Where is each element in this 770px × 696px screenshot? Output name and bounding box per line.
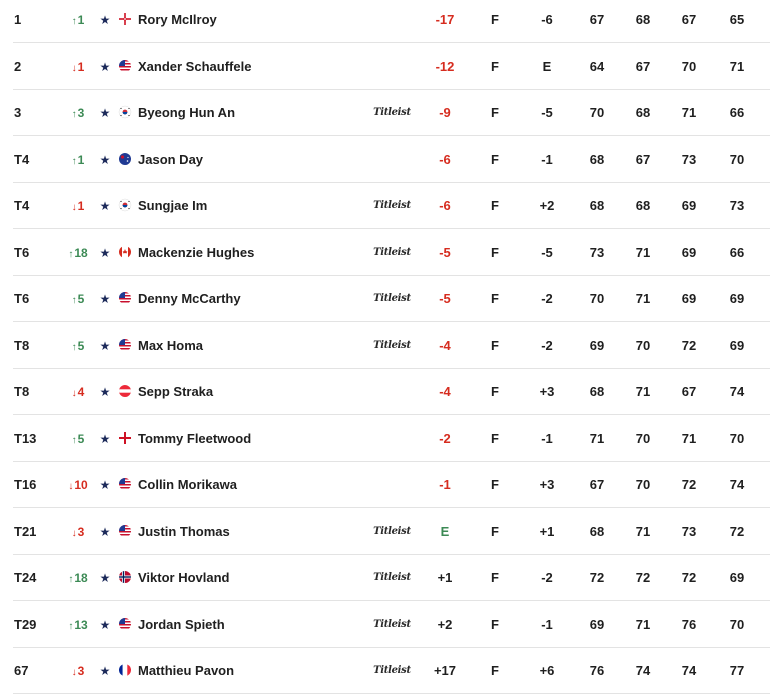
star-icon[interactable]: ★ (99, 478, 111, 492)
thru-cell: F (491, 523, 499, 539)
equipment-logo: Titleist (373, 200, 411, 211)
round-1-score: 73 (589, 244, 605, 260)
movement-value: 1 (77, 152, 85, 167)
thru-cell: F (491, 105, 499, 120)
thru-cell: F (491, 291, 499, 306)
star-icon[interactable]: ★ (99, 245, 111, 260)
movement-value: 5 (77, 292, 85, 306)
northern-ireland-flag (118, 12, 132, 26)
round-3-score: 73 (681, 151, 697, 167)
table-row[interactable] (0, 230, 770, 276)
position-cell: T8 (14, 384, 30, 399)
total-score: +1 (437, 570, 453, 585)
round-3-score: 71 (681, 105, 697, 120)
row-divider (13, 693, 770, 694)
usa-flag (118, 291, 132, 305)
thru-cell: F (491, 12, 499, 27)
round-3-score: 73 (681, 523, 697, 539)
round-1-score: 68 (589, 151, 605, 167)
france-flag (118, 663, 132, 677)
arrow-down-icon: ↓ (71, 527, 77, 539)
today-score: -2 (541, 291, 553, 306)
round-4-score: 70 (729, 151, 745, 167)
thru-cell: F (491, 477, 499, 492)
round-2-score: 72 (635, 570, 651, 585)
star-icon[interactable]: ★ (99, 385, 111, 399)
movement-value: 3 (77, 664, 85, 678)
movement-value: 1 (77, 13, 85, 27)
round-2-score: 70 (635, 430, 651, 446)
table-row[interactable] (0, 416, 770, 462)
player-name[interactable]: Viktor Hovland (138, 570, 230, 585)
round-4-score: 70 (729, 430, 745, 446)
position-movement (58, 0, 98, 43)
arrow-up-icon: ↑ (71, 109, 77, 120)
position-movement (58, 462, 98, 508)
total-score: +17 (433, 663, 457, 678)
position-movement (58, 555, 98, 601)
table-row[interactable] (0, 44, 770, 90)
position-cell: T24 (14, 570, 37, 585)
movement-value: 3 (77, 106, 85, 120)
round-4-score: 66 (729, 105, 745, 120)
player-name[interactable]: Xander Schauffele (138, 58, 252, 74)
total-score: E (440, 523, 450, 539)
table-row[interactable] (0, 323, 770, 369)
position-cell: 67 (14, 663, 29, 678)
thru-cell: F (491, 430, 499, 446)
position-cell: 3 (14, 105, 22, 120)
star-icon[interactable]: ★ (99, 431, 111, 446)
round-1-score: 68 (589, 523, 605, 539)
thru-cell: F (491, 198, 499, 213)
arrow-up-icon: ↑ (68, 620, 74, 632)
usa-flag (118, 617, 132, 631)
round-1-score: 68 (589, 384, 605, 399)
round-1-score: 76 (589, 663, 605, 678)
total-score: -4 (439, 384, 451, 399)
round-2-score: 70 (635, 477, 651, 492)
today-score: +1 (539, 523, 555, 539)
equipment-logo: Titleist (373, 246, 411, 258)
movement-value: 5 (77, 338, 85, 353)
round-3-score: 72 (681, 477, 697, 492)
round-4-score: 70 (729, 616, 745, 632)
table-row[interactable] (0, 602, 770, 648)
movement-value: 18 (74, 571, 88, 585)
player-name[interactable]: Justin Thomas (138, 523, 230, 539)
position-cell: T16 (14, 477, 37, 492)
movement-value: 3 (77, 524, 85, 539)
england-flag (118, 431, 132, 445)
today-score: +3 (539, 477, 555, 492)
total-score: -4 (439, 337, 451, 353)
player-name[interactable]: Max Homa (138, 337, 204, 353)
position-movement (58, 90, 98, 136)
round-3-score: 74 (681, 663, 697, 678)
arrow-up-icon: ↑ (71, 295, 77, 306)
round-1-score: 69 (589, 337, 605, 353)
thru-cell: F (491, 151, 499, 167)
today-score: -1 (541, 616, 553, 632)
round-4-score: 74 (729, 384, 745, 399)
table-row[interactable] (0, 90, 770, 136)
movement-value: 1 (77, 59, 85, 74)
round-1-score: 71 (589, 430, 605, 446)
today-score: -6 (541, 12, 553, 27)
norway-flag (118, 570, 132, 584)
round-3-score: 72 (681, 337, 697, 353)
position-cell: T29 (14, 616, 37, 632)
round-4-score: 65 (729, 12, 745, 27)
player-name[interactable]: Tommy Fleetwood (138, 430, 252, 446)
position-movement (58, 276, 98, 322)
position-movement (58, 137, 98, 183)
equipment-logo: Titleist (373, 572, 411, 583)
star-icon[interactable]: ★ (99, 338, 111, 353)
thru-cell: F (491, 570, 499, 585)
position-movement (58, 416, 98, 462)
player-name[interactable]: Jordan Spieth (138, 616, 225, 632)
star-icon[interactable]: ★ (99, 617, 111, 632)
thru-cell: F (491, 337, 499, 353)
table-row[interactable] (0, 462, 770, 508)
thru-cell: F (491, 616, 499, 632)
player-name[interactable]: Sepp Straka (138, 384, 214, 399)
movement-value: 18 (74, 245, 88, 260)
round-2-score: 70 (635, 337, 651, 353)
equipment-logo: Titleist (373, 107, 411, 118)
star-icon[interactable]: ★ (99, 106, 111, 120)
round-1-score: 70 (589, 291, 605, 306)
arrow-up-icon: ↑ (68, 248, 74, 260)
round-2-score: 71 (635, 616, 651, 632)
arrow-down-icon: ↓ (71, 388, 77, 399)
movement-value: 1 (77, 199, 85, 213)
round-1-score: 69 (589, 616, 605, 632)
total-score: +2 (437, 616, 453, 632)
round-2-score: 74 (635, 663, 651, 678)
south-korea-flag (118, 105, 132, 119)
total-score: -1 (439, 477, 451, 492)
arrow-up-icon: ↑ (71, 16, 77, 27)
position-movement (58, 230, 98, 276)
round-2-score: 71 (635, 523, 651, 539)
round-2-score: 67 (635, 151, 651, 167)
usa-flag (118, 524, 132, 538)
today-score: +2 (539, 198, 555, 213)
player-name[interactable]: Jason Day (138, 151, 204, 167)
equipment-logo: Titleist (373, 339, 411, 351)
table-row[interactable] (0, 648, 770, 694)
total-score: -2 (439, 430, 451, 446)
table-row[interactable] (0, 276, 770, 322)
position-cell: T4 (14, 151, 30, 167)
position-movement (58, 509, 98, 555)
table-row[interactable] (0, 0, 770, 43)
star-icon[interactable]: ★ (99, 199, 111, 213)
star-icon[interactable]: ★ (99, 59, 111, 74)
star-icon[interactable]: ★ (99, 13, 111, 27)
movement-value: 5 (77, 431, 85, 446)
round-1-score: 67 (589, 477, 605, 492)
round-4-score: 74 (729, 477, 745, 492)
south-korea-flag (118, 198, 132, 212)
round-4-score: 71 (729, 58, 745, 74)
australia-flag (118, 152, 132, 166)
movement-value: 13 (74, 617, 88, 632)
position-movement (58, 323, 98, 369)
round-3-score: 72 (681, 570, 697, 585)
arrow-up-icon: ↑ (71, 341, 77, 353)
round-2-score: 68 (635, 198, 651, 213)
total-score: -5 (439, 244, 451, 260)
position-cell: T21 (14, 523, 37, 539)
today-score: +6 (539, 663, 555, 678)
equipment-logo: Titleist (373, 525, 411, 537)
today-score: -5 (541, 244, 553, 260)
player-name[interactable]: Byeong Hun An (138, 105, 236, 120)
round-4-score: 77 (729, 663, 745, 678)
round-1-score: 64 (589, 58, 605, 74)
today-score: -1 (541, 430, 553, 446)
round-1-score: 67 (589, 12, 605, 27)
round-1-score: 72 (589, 570, 605, 585)
position-cell: T6 (14, 291, 30, 306)
round-3-score: 69 (681, 291, 697, 306)
round-2-score: 67 (635, 58, 651, 74)
movement-value: 4 (77, 385, 85, 399)
star-icon[interactable]: ★ (99, 664, 111, 678)
movement-value: 10 (74, 478, 88, 492)
usa-flag (118, 59, 132, 73)
arrow-up-icon: ↑ (68, 574, 74, 585)
thru-cell: F (491, 384, 499, 399)
position-movement (58, 602, 98, 648)
equipment-logo: Titleist (373, 665, 411, 676)
round-4-score: 72 (729, 523, 745, 539)
table-row[interactable] (0, 509, 770, 555)
total-score: -12 (435, 58, 455, 74)
arrow-down-icon: ↓ (71, 202, 77, 213)
player-name[interactable]: Collin Morikawa (138, 477, 237, 492)
round-3-score: 70 (681, 58, 697, 74)
round-1-score: 68 (589, 198, 605, 213)
round-3-score: 67 (681, 384, 697, 399)
thru-cell: F (491, 663, 499, 678)
position-movement (58, 648, 98, 694)
round-3-score: 71 (681, 430, 697, 446)
position-movement (58, 183, 98, 229)
table-row[interactable] (0, 369, 770, 415)
arrow-down-icon: ↓ (68, 481, 74, 492)
round-2-score: 71 (635, 291, 651, 306)
player-name[interactable]: Matthieu Pavon (138, 663, 235, 678)
today-score: -1 (541, 151, 553, 167)
round-2-score: 68 (635, 105, 651, 120)
player-name[interactable]: Sungjae Im (138, 198, 208, 213)
arrow-down-icon: ↓ (71, 62, 77, 74)
round-2-score: 68 (635, 12, 651, 27)
table-row[interactable] (0, 555, 770, 601)
equipment-logo: Titleist (373, 293, 411, 304)
total-score: -6 (439, 198, 451, 213)
round-4-score: 66 (729, 244, 745, 260)
round-4-score: 69 (729, 291, 745, 306)
total-score: -17 (435, 12, 455, 27)
position-cell: 1 (14, 12, 22, 27)
table-row[interactable] (0, 137, 770, 183)
player-name[interactable]: Rory McIlroy (138, 12, 217, 27)
round-3-score: 76 (681, 616, 697, 632)
round-4-score: 73 (729, 198, 745, 213)
player-name[interactable]: Denny McCarthy (138, 291, 241, 306)
total-score: -6 (439, 151, 451, 167)
usa-flag (118, 338, 132, 352)
today-score: -5 (541, 105, 553, 120)
round-3-score: 67 (681, 12, 697, 27)
position-cell: T8 (14, 337, 30, 353)
star-icon[interactable]: ★ (99, 292, 111, 306)
star-icon[interactable]: ★ (99, 524, 111, 539)
arrow-down-icon: ↓ (71, 667, 77, 678)
position-cell: 2 (14, 58, 22, 74)
position-movement (58, 44, 98, 90)
total-score: -9 (439, 105, 451, 120)
arrow-up-icon: ↑ (71, 155, 77, 167)
position-cell: T6 (14, 244, 30, 260)
thru-cell: F (491, 244, 499, 260)
position-cell: T4 (14, 198, 30, 213)
table-row[interactable] (0, 183, 770, 229)
star-icon[interactable]: ★ (99, 152, 111, 167)
today-score: +3 (539, 384, 555, 399)
round-2-score: 71 (635, 384, 651, 399)
position-movement (58, 369, 98, 415)
round-2-score: 71 (635, 244, 651, 260)
austria-flag (118, 384, 132, 398)
today-score: -2 (541, 570, 553, 585)
thru-cell: F (491, 58, 499, 74)
round-4-score: 69 (729, 570, 745, 585)
round-3-score: 69 (681, 198, 697, 213)
today-score: E (542, 58, 552, 74)
star-icon[interactable]: ★ (99, 571, 111, 585)
position-cell: T13 (14, 430, 37, 446)
usa-flag (118, 477, 132, 491)
player-name[interactable]: Mackenzie Hughes (138, 244, 255, 260)
total-score: -5 (439, 291, 451, 306)
round-1-score: 70 (589, 105, 605, 120)
round-4-score: 69 (729, 337, 745, 353)
round-3-score: 69 (681, 244, 697, 260)
today-score: -2 (541, 337, 553, 353)
equipment-logo: Titleist (373, 618, 411, 630)
canada-flag (118, 245, 132, 259)
arrow-up-icon: ↑ (71, 434, 77, 446)
